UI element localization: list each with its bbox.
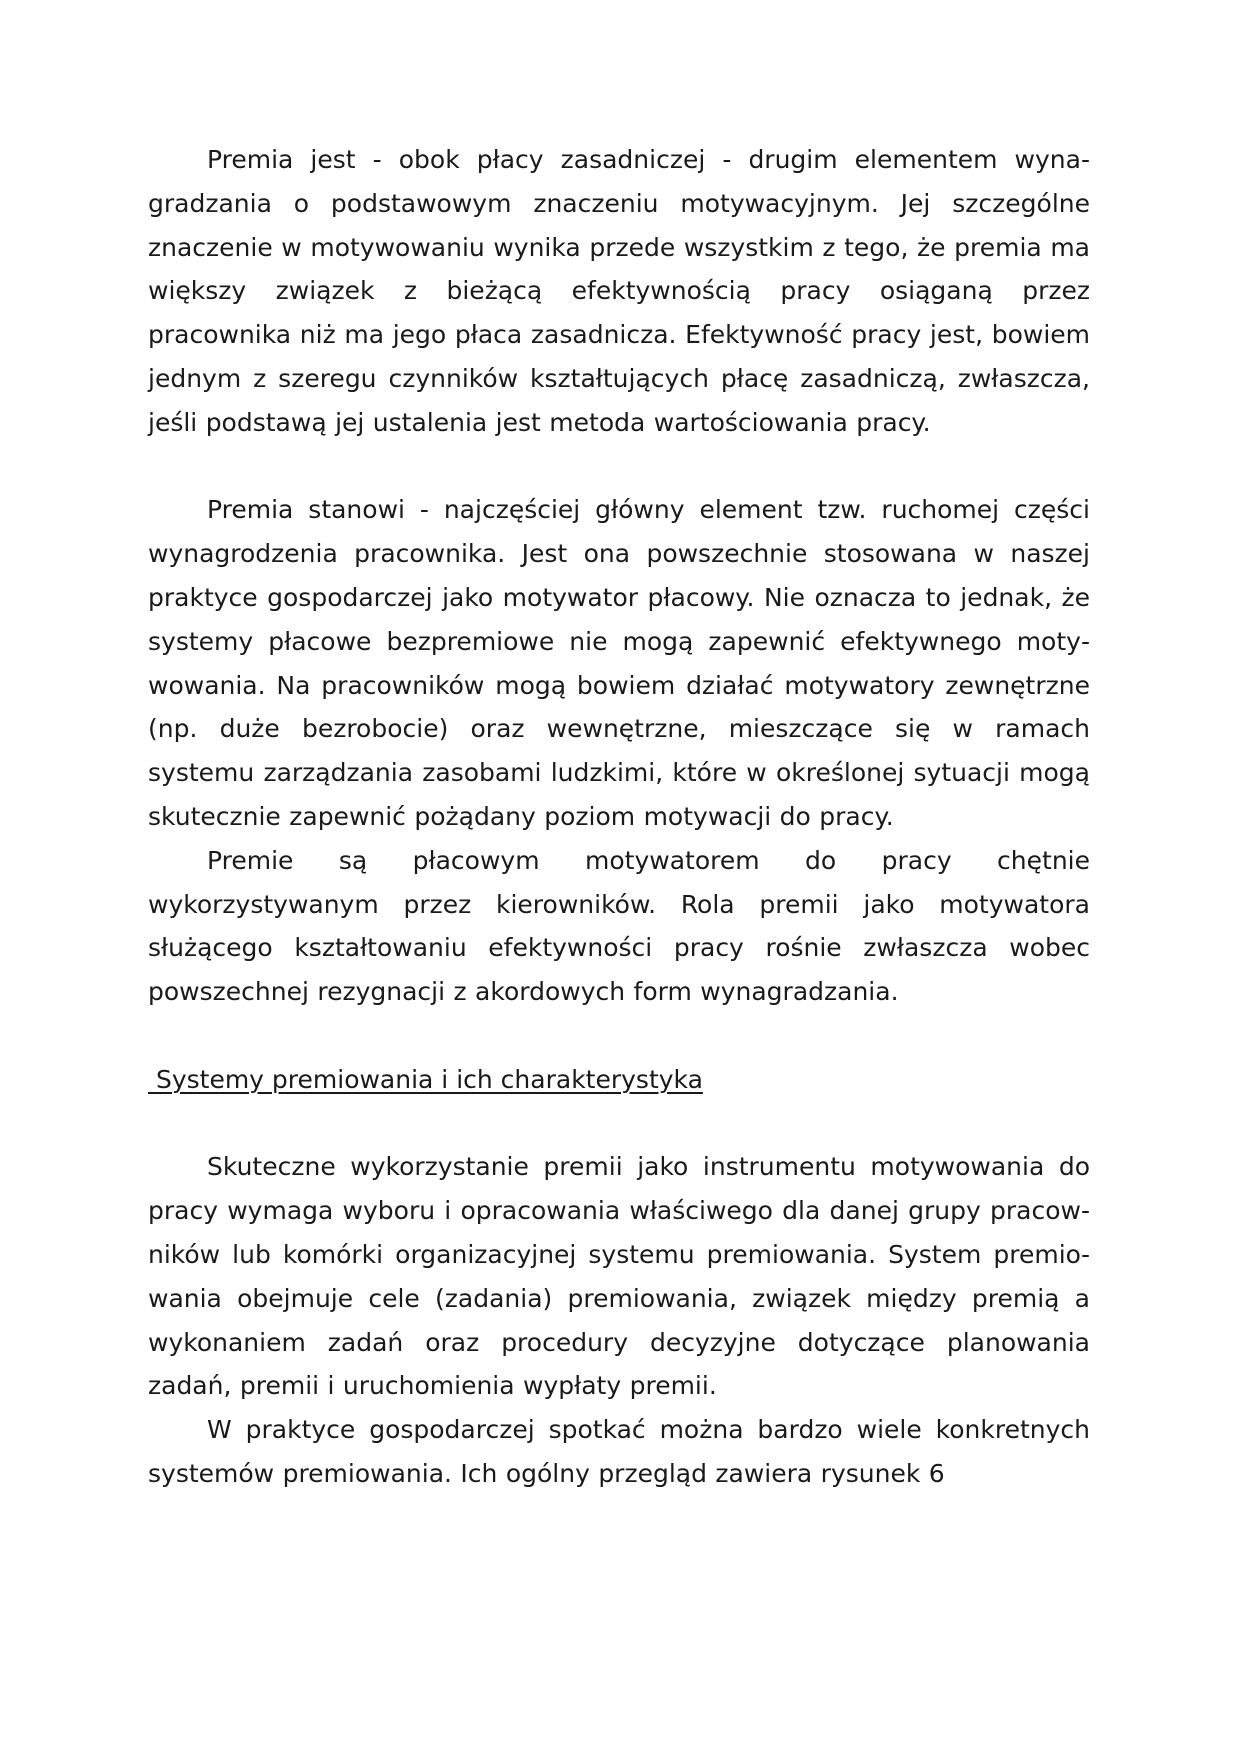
paragraph-spacer [148, 1014, 1090, 1058]
paragraph-bonus-system: Skuteczne wykorzystanie premii jako instrumentu motywowania do pracy wymaga wyboru i opracowania właściwego dla danej grupy pracowników lub komórki organizacyjnej systemu premiowania. System premiowania obejmuje cele (zadania) premiowania, związek między premią a wykonaniem zadań oraz procedury decyzyjne dotyczące planowania zadań, premii i uruchomienia wypłaty premii. [148, 1152, 1090, 1401]
document-page [148, 138, 1090, 1496]
paragraph-spacer [148, 445, 1090, 489]
section-heading: Systemy premiowania i ich charakterystyka [148, 1064, 703, 1094]
paragraph-bonus-overview: W praktyce gospodarczej spotkać można bardzo wiele konkretnych systemów premiowania. Ich ogólny przegląd zawiera rysunek 6 [148, 1415, 1090, 1488]
paragraph-spacer [148, 1102, 1090, 1146]
paragraph-bonus-definition: Premia jest - obok płacy zasadniczej - drugim elementem wynagradzania o podstawowym znaczeniu motywacyjnym. Jej szczególne znaczenie w motywowaniu wynika przede wszystkim z tego, że premia ma większy związek z bieżącą efektywnością pracy osiąganą przez pracownika niż ma jego płaca zasadnicza. Efektywność pracy jest, bowiem jednym z szeregu czynników kształtujących płacę zasadniczą, zwłaszcza, jeśli podstawą jej ustalenia jest metoda wartościowania pracy. [148, 145, 1090, 437]
paragraph-bonus-role: Premia stanowi - najczęściej główny element tzw. ruchomej części wynagrodzenia pracownika. Jest ona powszechnie stosowana w naszej praktyce gospodarczej jako motywator płacowy. Nie oznacza to jednak, że systemy płacowe bezpremiowe nie mogą zapewnić efektywnego motywowania. Na pracowników mogą bowiem działać motywatory zewnętrzne (np. duże bezrobocie) oraz wewnętrzne, mieszczące się w ramach systemu zarządzania zasobami ludzkimi, które w określonej sytuacji mogą skutecznie zapewnić pożądany poziom motywacji do pracy. [148, 495, 1090, 831]
paragraph-bonus-motivator: Premie są płacowym motywatorem do pracy chętnie wykorzystywanym przez kierowników. Rola premii jako motywatora służącego kształtowaniu efektywności pracy rośnie zwłaszcza wobec powszechnej rezygnacji z akordowych form wynagradzania. [148, 845, 1090, 1007]
